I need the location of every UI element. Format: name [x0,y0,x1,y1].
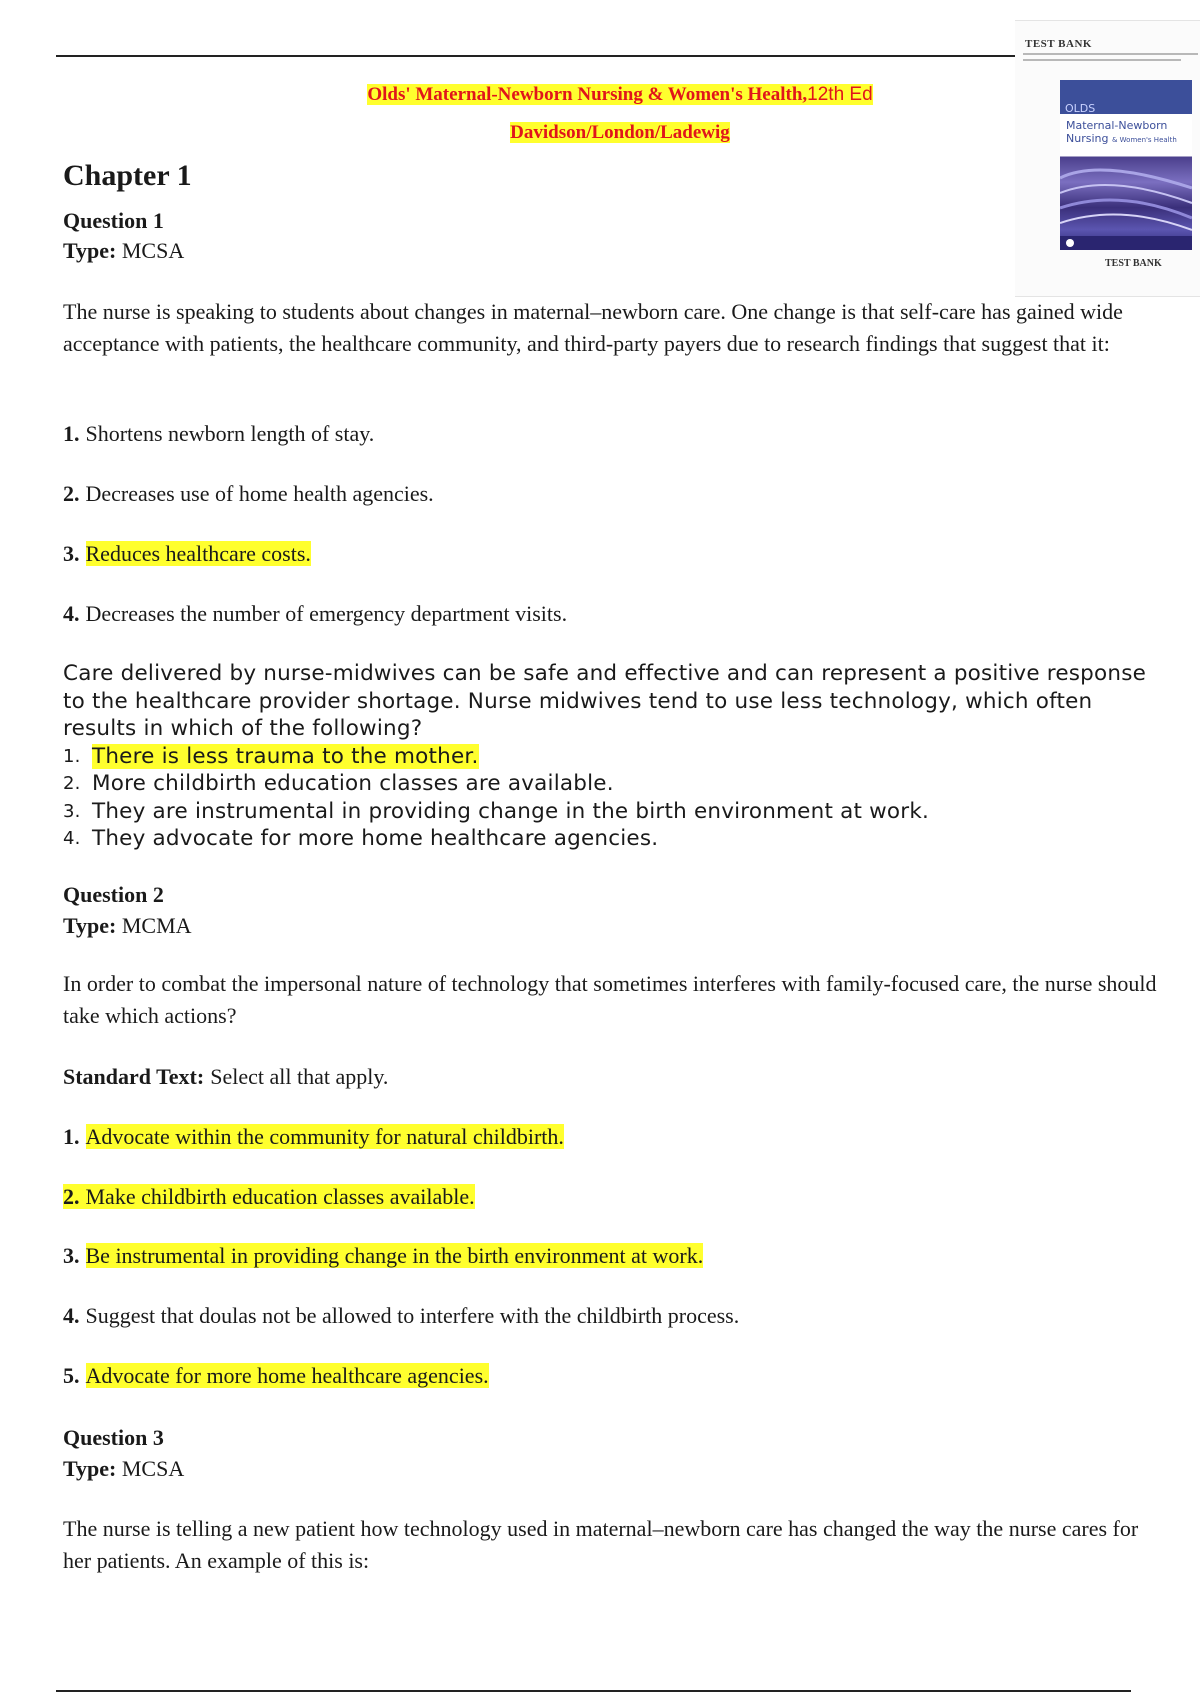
question-3-title: Question 3 [63,1425,164,1450]
cover-label-bottom: TEST BANK [1105,258,1162,269]
list-item: 3. They are instrumental in providing change in the birth environment at work. [63,798,930,824]
type-label: Type: [63,238,117,263]
bottom-rule [56,1690,1131,1692]
standard-text-value: Select all that apply. [210,1064,389,1089]
question-1-option-4: 4. Decreases the number of emergency department visits. [63,601,568,626]
nurse-midwives-options [63,743,1163,853]
list-item: 1. There is less trauma to the mother. [63,743,479,769]
question-2-stem: In order to combat the impersonal nature of technology that sometimes interferes with family-focused care, the nurse should take which actions? [63,971,1157,1028]
question-1-type [63,238,184,264]
type-label: Type: [63,1456,117,1481]
cover-fine-print [1023,53,1198,65]
question-2-option-4: 4. Suggest that doulas not be allowed to interfere with the childbirth process. [63,1303,740,1328]
cover-title-line2: Nursing [1066,132,1109,145]
book-edition: 12th Ed [807,84,873,105]
question-2-type [63,913,192,939]
type-value: MCSA [121,1456,185,1481]
chapter-heading: Chapter 1 [63,159,192,192]
nurse-midwives-stem: Care delivered by nurse-midwives can be safe and effective and can represent a positive response to the healthcare provider shortage. Nurse midwives tend to use less technology, which often results in which of the following? [63,661,1147,741]
highlighted-answer: Reduces healthcare costs. [85,541,311,566]
nurse-midwives-question [63,660,1163,853]
list-item: 2. More childbirth education classes are available. [63,771,614,796]
book-title-text: Olds' Maternal-Newborn Nursing & Women's Health, [367,84,808,105]
book-authors [0,122,1200,144]
cover-title-line1: Maternal-Newborn [1066,119,1168,132]
question-1-option-3: 3. Reduces healthcare costs. [63,541,311,566]
question-2-standard-text [63,1064,388,1090]
type-label: Type: [63,913,117,938]
type-value: MCSA [121,238,185,263]
top-rule [56,55,1016,57]
question-1-stem: The nurse is speaking to students about changes in maternal–newborn care. One change is that self-care has gained wide acceptance with patients, the healthcare community, and third-party payers due to research findings that suggest that it: [63,299,1123,356]
cover-label-top: TEST BANK [1025,38,1092,50]
list-item: 4. They advocate for more home healthcare agencies. [63,826,659,851]
question-2-option-3: 3. Be instrumental in providing change in the birth environment at work. [63,1243,704,1268]
question-1-option-2: 2. Decreases use of home health agencies. [63,481,434,506]
highlighted-answer: Advocate for more home healthcare agencies. [85,1363,489,1388]
highlighted-answer: There is less trauma to the mother. [92,743,479,769]
standard-text-label: Standard Text: [63,1064,205,1089]
question-2-option-1: 1. Advocate within the community for natural childbirth. [63,1124,564,1149]
cover-title-small: & Women's Health [1111,136,1177,144]
highlighted-answer: Be instrumental in providing change in the birth environment at work. [85,1243,704,1268]
question-2-option-2: 2. Make childbirth education classes available. [63,1184,475,1209]
highlighted-answer: Advocate within the community for natural childbirth. [85,1124,564,1149]
cover-waves-graphic [1060,158,1192,250]
highlighted-answer: Make childbirth education classes available. [85,1184,475,1209]
question-3-type [63,1456,184,1482]
cover-olds: OLDS [1065,102,1096,115]
question-1-title: Question 1 [63,208,164,233]
book-title [0,84,1200,106]
question-1-option-1: 1. Shortens newborn length of stay. [63,421,375,446]
question-2-title: Question 2 [63,882,164,907]
question-2-option-5: 5. Advocate for more home healthcare agencies. [63,1363,489,1388]
question-3-stem: The nurse is telling a new patient how technology used in maternal–newborn care has changed the way the nurse cares for her patients. An example of this is: [63,1516,1139,1573]
book-authors-text: Davidson/London/Ladewig [510,122,730,143]
type-value: MCMA [121,913,192,938]
